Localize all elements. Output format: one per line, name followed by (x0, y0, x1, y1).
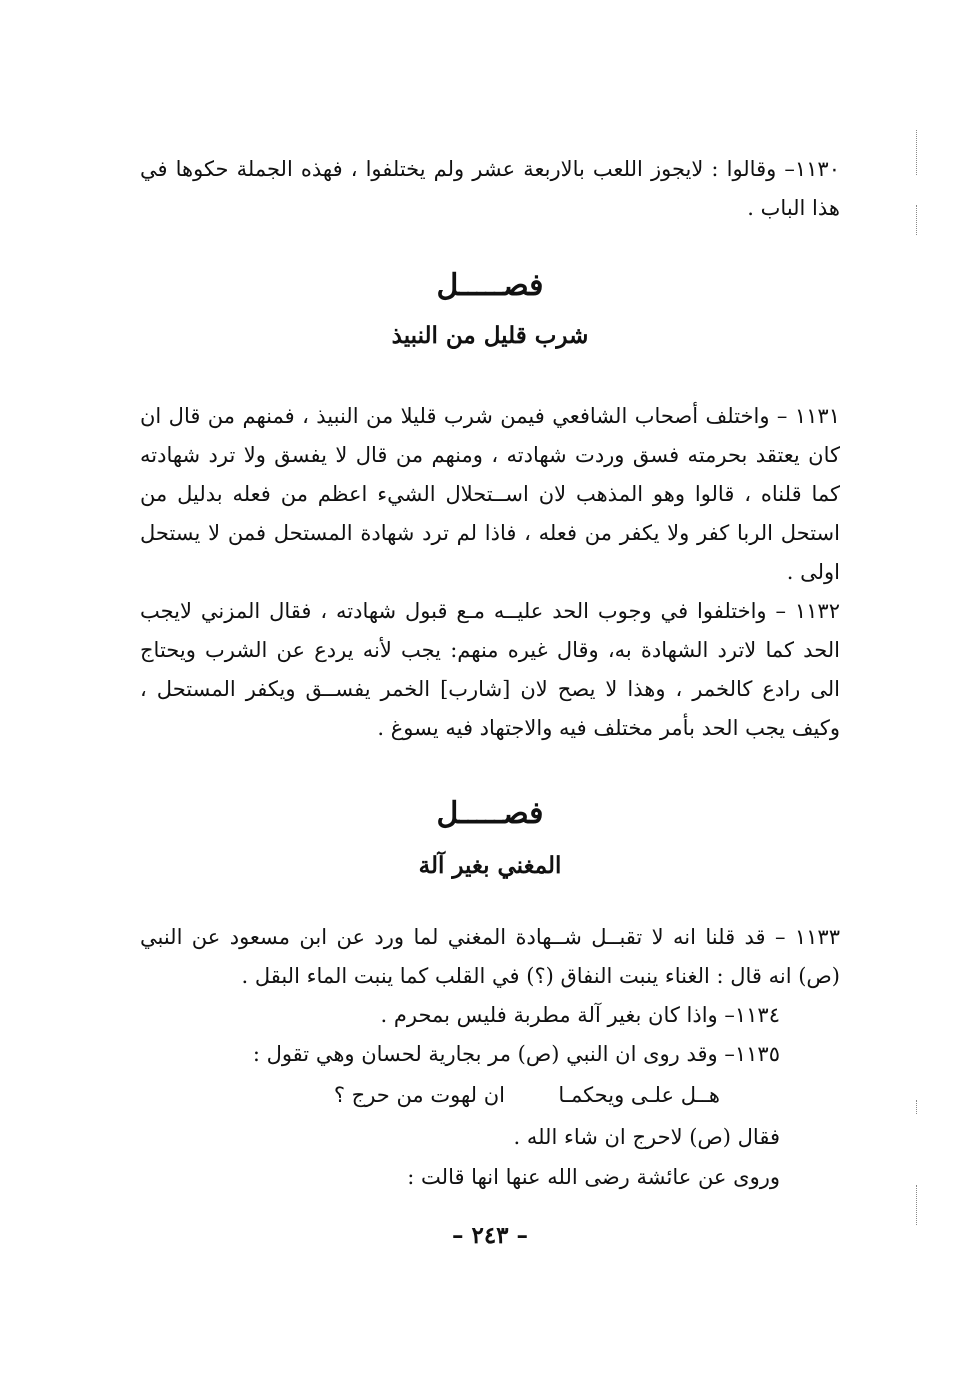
paragraph-1131: ١١٣١ – واختلف أصحاب الشافعي فيمن شرب قليلا من النبيذ ، فمنهم من قال ان كان يعتقد بحرمته فسق وردت شهادته ، ومنهم من قال لا يفسق ولا ترد شهادته كما قلناه ، قالوا وهو المذهب لان اســتحلال الشيء اعظم من فعله بدليل من استحل الربا كفر ولا يكفر من فعله ، فاذا لم ترد شهادة المستحل فمن لا يستحل اولى . (140, 404, 840, 584)
aisha-narration: وروى عن عائشة رضى الله عنها انها قالت : (407, 1165, 780, 1189)
paragraph-1130 (140, 150, 840, 228)
paragraph-1133-text: ١١٣٣ – قد قلنا انه لا تقبــل شــهادة المغني لما ورد عن ابن مسعود عن النبي (ص) انه قال : الغناء ينبت النفاق (؟) في القلب كما ينبت الماء البقل . (140, 925, 840, 988)
section-subheading-nabidh: شرب قليل من النبيذ (391, 322, 589, 349)
section-heading-fasl-2: فصـــــل (436, 796, 544, 831)
margin-mark-top (916, 130, 919, 175)
section-heading-fasl-1: فصـــــل (436, 268, 544, 303)
section-subheading-mughanni: المغني بغير آلة (418, 852, 562, 879)
paragraph-1132: ١١٣٢ – واختلفوا في وجوب الحد عليــه مـع قبول شهادته ، فقال المزني لايجب الحد كما لاترد الشهادة به، وقال غيره منهم: يجب لأنه يردع عن الشرب ويحتاج الى رادع كالخمر ، وهذا لا يصح لان [شارب] الخمر يفســق ويكفر المستحل ، وكيف يجب الحد بأمر مختلف فيه والاجتهاد فيه يسوغ . (140, 599, 840, 740)
section-1-body (140, 397, 840, 748)
page-number: – ٢٤٣ – (451, 1222, 529, 1249)
margin-mark-middle (916, 1100, 919, 1114)
paragraph-1130-text: ١١٣٠– وقالوا : لايجوز اللعب بالاربعة عشر ولم يختلفوا ، فهذه الجملة حكوها في هذا الباب . (140, 157, 840, 220)
prophet-reply: فقال (ص) لاحرج ان شاء الله . (513, 1125, 780, 1149)
margin-mark-bottom (916, 1185, 919, 1225)
margin-mark-upper (916, 205, 919, 235)
paragraph-1134: ١١٣٤– واذا كان بغير آلة مطربة فليس بمحرم . (380, 1003, 780, 1027)
poetry-verse: هــل علـى ويحكمـا ان لهوت من حرج ؟ (333, 1083, 720, 1107)
paragraph-1135: ١١٣٥– وقد روى ان النبي (ص) مر بجارية لحسان وهي تقول : (252, 1042, 780, 1066)
paragraph-1133 (140, 918, 840, 996)
